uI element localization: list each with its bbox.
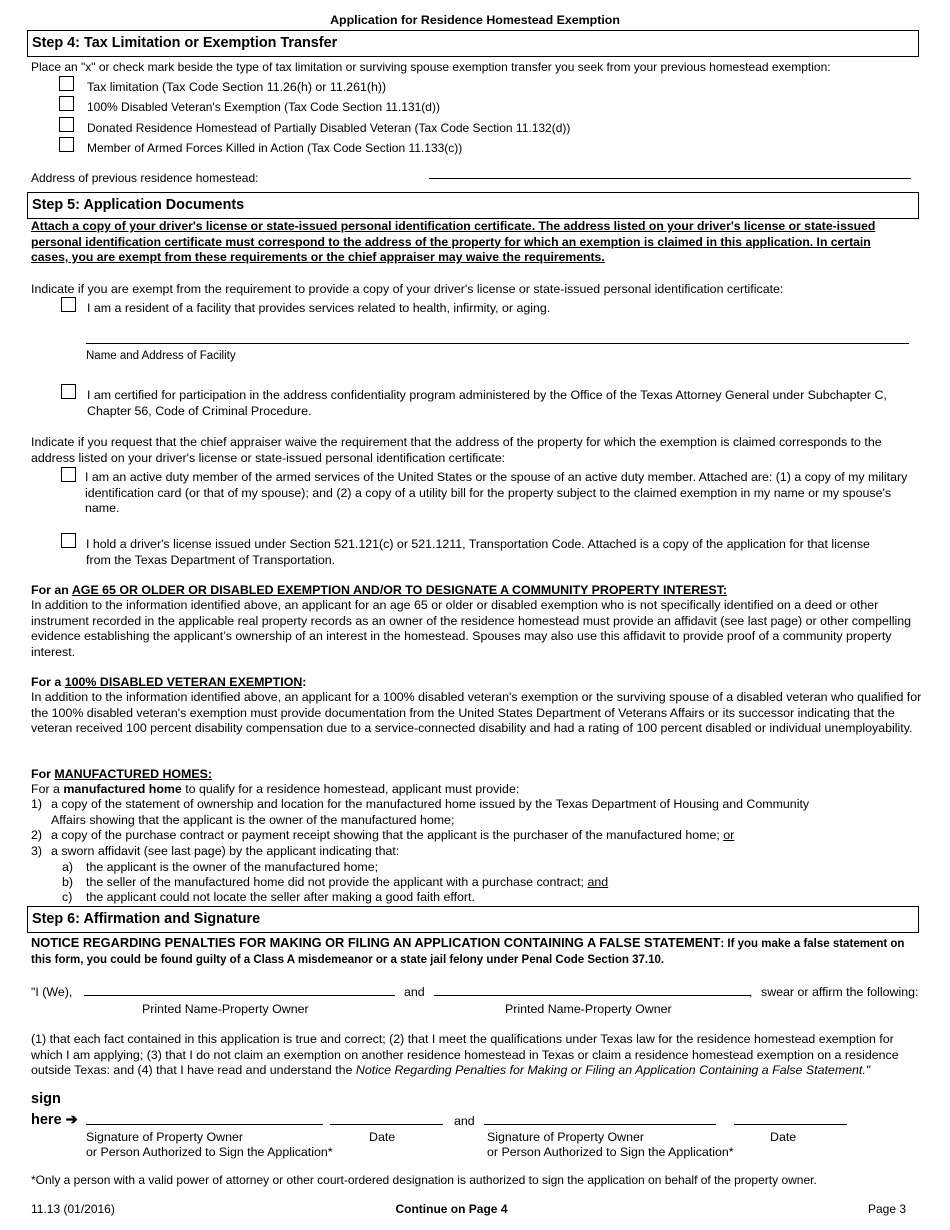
arrow-right-icon: ➔: [65, 1112, 78, 1128]
printed-name-2-field[interactable]: [434, 995, 750, 996]
signature-1-field[interactable]: [86, 1124, 323, 1125]
prev-address-field[interactable]: [429, 178, 911, 179]
sig-2-label-b: or Person Authorized to Sign the Application*: [487, 1145, 734, 1159]
swear-label: swear or affirm the following:: [761, 985, 919, 999]
age65-heading: For an AGE 65 OR OLDER OR DISABLED EXEMPTION AND/OR TO DESIGNATE A COMMUNITY PROPERTY INTEREST:: [31, 583, 728, 597]
facility-name-field[interactable]: [86, 343, 909, 344]
sig-2-label-a: Signature of Property Owner: [487, 1130, 645, 1144]
tax-limitation-checkbox[interactable]: [59, 76, 74, 91]
manufactured-intro: For a manufactured home to qualify for a residence homestead, applicant must provide:: [31, 782, 520, 796]
date-1-label: Date: [369, 1130, 396, 1144]
driver-license-checkbox[interactable]: [61, 533, 76, 548]
armed-forces-checkbox[interactable]: [59, 137, 74, 152]
date-2-label: Date: [770, 1130, 797, 1144]
step6-heading: Step 6: Affirmation and Signature: [27, 906, 919, 933]
confidentiality-option-label: I am certified for participation in the address confidentiality program administered by the Office of the Texas Attorney General under Subchapter C, Chapter 56, Code of Criminal Procedure.: [87, 388, 887, 418]
manufactured-item-1-num: 1): [31, 797, 43, 811]
manufactured-item-3: a sworn affidavit (see last page) by the applicant indicating that:: [51, 844, 400, 858]
date-1-field[interactable]: [330, 1124, 443, 1125]
date-2-field[interactable]: [734, 1124, 847, 1125]
sub-item-a-num: a): [62, 860, 74, 874]
printed-name-1-field[interactable]: [84, 995, 395, 996]
step4-instruction: Place an "x" or check mark beside the type of tax limitation or surviving spouse exemption transfer you seek from your previous homestead exemption:: [31, 60, 831, 74]
printed-name-1-label: Printed Name-Property Owner: [142, 1002, 309, 1016]
waive-intro: Indicate if you request that the chief appraiser waive the requirement that the address of the property for which the exemption is claimed corresponds to the address listed on your driver's license or state-issued personal identification certificate:: [31, 435, 882, 465]
sub-item-b-num: b): [62, 875, 74, 889]
veteran-heading: For a 100% DISABLED VETERAN EXEMPTION:: [31, 675, 307, 689]
manufactured-item-1: a copy of the statement of ownership and location for the manufactured home issued by the Texas Department of Housing and Community: [51, 797, 810, 811]
footnote: *Only a person with a valid power of attorney or other court-ordered designation is authorized to sign the application on behalf of the property owner.: [31, 1173, 817, 1187]
disabled-veteran-checkbox[interactable]: [59, 96, 74, 111]
manufactured-item-2: a copy of the purchase contract or payment receipt showing that the applicant is the purchaser of the manufactured home; or: [51, 828, 735, 842]
here-label: here ➔: [31, 1112, 78, 1128]
military-option-label: I am an active duty member of the armed services of the United States or the spouse of an active duty member. Attached are: (1) a copy of my military identification card (or that of my spouse); and (2) a copy of a utility bill for the property subject to the claimed exemption in my name or my spouse's name.: [85, 470, 908, 515]
sub-item-b: the seller of the manufactured home did not provide the applicant with a purchase contract; and: [86, 875, 609, 889]
signature-2-field[interactable]: [484, 1124, 716, 1125]
armed-forces-label: Member of Armed Forces Killed in Action (Tax Code Section 11.133(c)): [87, 141, 463, 155]
tax-limitation-label: Tax limitation (Tax Code Section 11.26(h) or 11.261(h)): [87, 80, 387, 94]
printed-name-2-label: Printed Name-Property Owner: [505, 1002, 672, 1016]
manufactured-heading: For MANUFACTURED HOMES:: [31, 767, 213, 781]
i-we-label: "I (We),: [31, 985, 73, 999]
manufactured-item-3-num: 3): [31, 844, 43, 858]
attach-notice: Attach a copy of your driver's license or state-issued personal identification certificate. The address listed on your driver's license or state-issued personal identification certificate must correspond to the address of the property for which an exemption is claimed in this application. In certain cases, you are exempt from these requirements or the chief appraiser may waive the requirements.: [31, 219, 876, 264]
donated-homestead-checkbox[interactable]: [59, 117, 74, 132]
and-label: and: [404, 985, 425, 999]
sig-1-label-b: or Person Authorized to Sign the Application*: [86, 1145, 333, 1159]
step4-heading: Step 4: Tax Limitation or Exemption Transfer: [27, 30, 919, 57]
age65-body: In addition to the information identified above, an applicant for an age 65 or older or disabled exemption who is not specifically identified on a deed or other instrument recorded in the applicable real property records as an owner of the residence homestead must provide an affidavit (see last page) or other compelling evidence establishing the applicant’s ownership of an interest in the homestead. Spouses may also use this affidavit to provide proof of a community property interest.: [31, 598, 911, 659]
manufactured-item-1-cont: Affairs showing that the applicant is the owner of the manufactured home;: [51, 813, 455, 827]
donated-homestead-label: Donated Residence Homestead of Partially Disabled Veteran (Tax Code Section 11.132(d)): [87, 121, 571, 135]
and-label-2: and: [454, 1114, 475, 1128]
document-title: Application for Residence Homestead Exemption: [330, 13, 620, 27]
manufactured-item-2-num: 2): [31, 828, 43, 842]
penalty-notice: NOTICE REGARDING PENALTIES FOR MAKING OR FILING AN APPLICATION CONTAINING A FALSE STATEMENT: If you make a false statement on this form, you could be found guilty of a Class A misdemeanor or a state jail felony under Penal Code Section 37.10.: [31, 935, 905, 966]
step5-heading: Step 5: Application Documents: [27, 192, 919, 219]
sig-1-label-a: Signature of Property Owner: [86, 1130, 244, 1144]
facility-checkbox[interactable]: [61, 297, 76, 312]
sub-item-c-num: c): [62, 890, 73, 904]
affirmation-text: (1) that each fact contained in this application is true and correct; (2) that I meet the qualifications under Texas law for the residence homestead exemption for which I am applying; (3) that I do not claim an exemption on another residence homestead in Texas or claim a residence homestead exemption on a residence outside Texas: and (4) that I have read and understand the Notice Regarding Penalties for Making or Filing an Application Containing a False Statement.": [31, 1032, 899, 1077]
form-number: 11.13 (01/2016): [31, 1202, 115, 1216]
facility-option-label: I am a resident of a facility that provides services related to health, infirmity, or aging.: [87, 301, 551, 315]
military-checkbox[interactable]: [61, 467, 76, 482]
veteran-body: In addition to the information identified above, an applicant for a 100% disabled veteran's exemption or the surviving spouse of a disabled veteran who qualified for the 100% disabled veteran's exemption must provide documentation from the United States Department of Veterans Affairs or its successor indicating that the veteran received 100 percent disability compensation due to a service-connected disability and had a rating of 100 percent disabled or individual unemployability.: [31, 690, 922, 735]
sub-item-a: the applicant is the owner of the manufactured home;: [86, 860, 379, 874]
comma-label: ,: [749, 985, 753, 999]
sub-item-c: the applicant could not locate the seller after making a good faith effort.: [86, 890, 475, 904]
continue-label: Continue on Page 4: [395, 1202, 508, 1216]
confidentiality-checkbox[interactable]: [61, 384, 76, 399]
exempt-intro: Indicate if you are exempt from the requirement to provide a copy of your driver's license or state-issued personal identification certificate:: [31, 282, 784, 296]
page-number: Page 3: [868, 1202, 907, 1216]
disabled-veteran-label: 100% Disabled Veteran's Exemption (Tax Code Section 11.131(d)): [87, 100, 440, 114]
sign-label: sign: [31, 1091, 61, 1107]
facility-name-label: Name and Address of Facility: [86, 350, 236, 362]
prev-address-label: Address of previous residence homestead:: [31, 171, 259, 185]
driver-license-option-label: I hold a driver's license issued under Section 521.121(c) or 521.1211, Transportation Code. Attached is a copy of the application for that license from the Texas Department of Transportation.: [86, 537, 870, 567]
